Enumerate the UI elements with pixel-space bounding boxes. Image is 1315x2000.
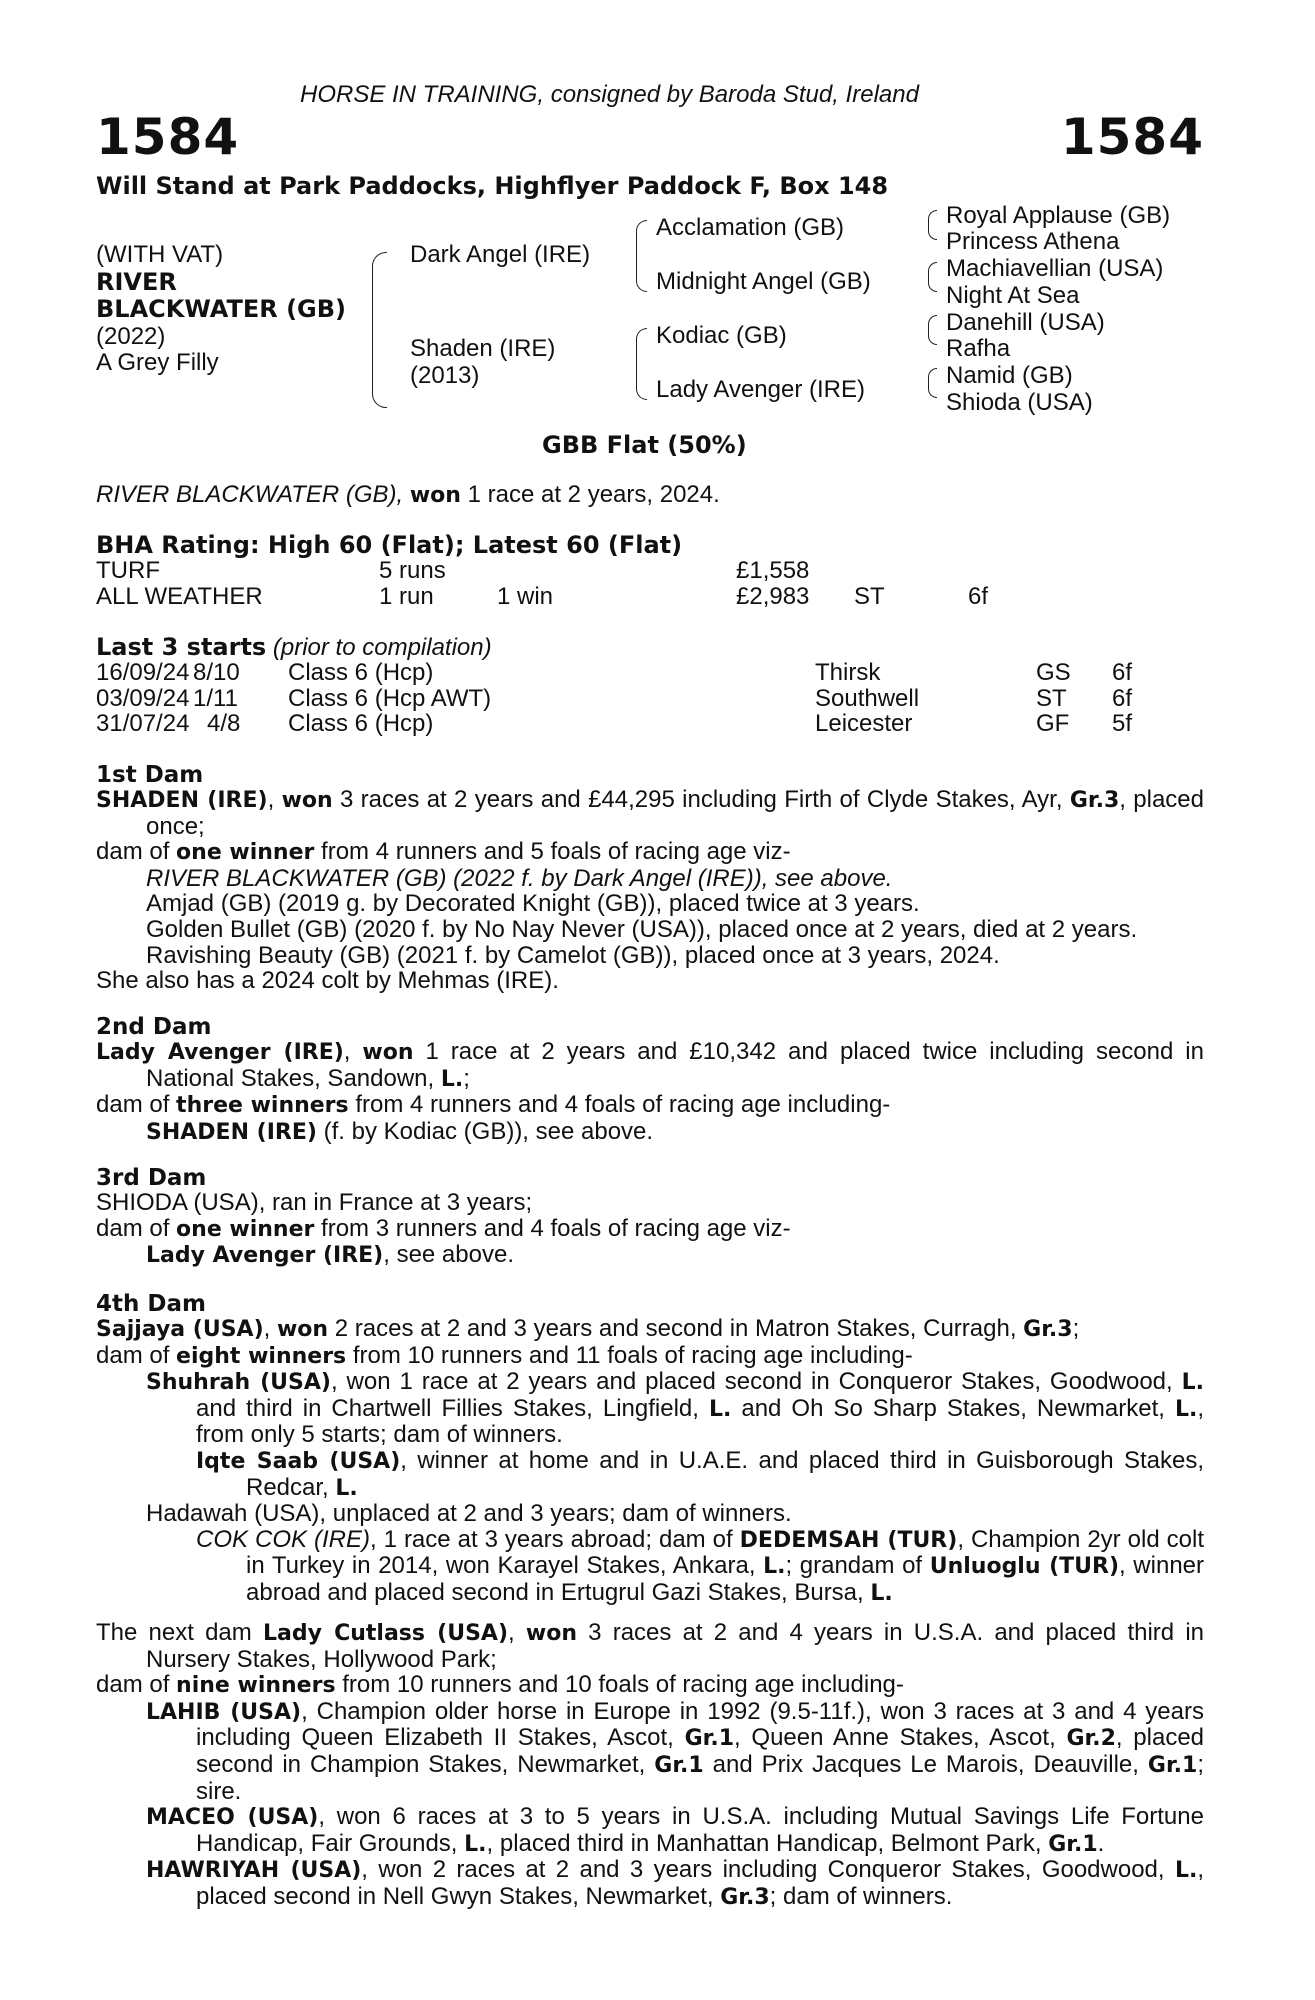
bha-wins: 1 win — [497, 583, 554, 610]
shuhrah-name: Shuhrah (USA) — [146, 1370, 331, 1396]
iqte-saab-listed: L. — [335, 1475, 358, 1501]
pedigree-dam-year: (2013) — [410, 362, 480, 389]
dam1-damof: dam of — [96, 838, 170, 866]
dam1-name: SHADEN (IRE) — [96, 788, 268, 813]
start-distance: 6f — [1112, 685, 1133, 712]
dam4-text3: from 10 runners and 11 foals of racing age including- — [352, 1341, 913, 1369]
dam2-damof: dam of — [96, 1091, 170, 1119]
dam2-progeny-name: SHADEN (IRE) — [146, 1119, 317, 1145]
dam1-won: won — [281, 788, 333, 813]
hawriyah-listed: L. — [1174, 1858, 1198, 1884]
pedigree-sire: Dark Angel (IRE) — [410, 241, 591, 268]
start-date: 31/07/24 — [96, 710, 190, 737]
shuhrah-text-a: , won 1 race at 2 years and placed second in Conqueror Stakes, Goodwood, — [330, 1368, 1173, 1396]
start-going: GF — [1036, 710, 1070, 737]
dam2-won: won — [362, 1040, 414, 1065]
pedigree-g1: Royal Applause (GB) — [946, 202, 1171, 229]
start-position: 4/8 — [207, 710, 241, 737]
pedigree-bracket-g3 — [928, 315, 937, 345]
pedigree-g7: Namid (GB) — [946, 362, 1073, 389]
dam4-section: Sajjaya (USA), won 2 races at 2 and 3 years and second in Matron Stakes, Curragh, Gr.3; dam of eight winners from 10 runners and 11 foals of racing age including- Shuhrah (USA), won 1 race at 2 years and placed second in Conqueror Stakes, Goodwood, L. and third in Chartwell Fillies Stakes, Lingfield, L. and Oh So Sharp Stakes, Newmarket, L., from only 5 starts; dam of winners. Iqte Saab (USA), winner at home and in U.A.E. and placed third in Guisborough Stakes, Redcar, L. Hadawah (USA), unplaced at 2 and 3 years; dam of winners. COK COK (IRE), 1 race at 3 years abroad; dam of DEDEMSAH (TUR), Champion 2yr old colt in Turkey in 2014, won Karayel Stakes, Ankara, L.; grandam of Unluoglu (TUR), winner abroad and placed second in Ertugrul Gazi Stakes, Bursa, L. — [96, 1315, 1205, 1606]
consignment-line: HORSE IN TRAINING, consigned by Baroda Stud, Ireland — [300, 81, 919, 108]
last3-heading — [96, 634, 492, 661]
pedigree-dam: Shaden (IRE) — [410, 335, 556, 362]
dam3-text3: from 3 runners and 4 foals of racing age viz- — [321, 1214, 791, 1242]
maceo-listed: L. — [464, 1831, 487, 1857]
dam3-winners: one winner — [176, 1216, 315, 1242]
next-dam-name: Lady Cutlass (USA) — [262, 1621, 509, 1646]
dam1-title: 1st Dam — [96, 762, 204, 788]
dam2-listed: L. — [440, 1066, 464, 1092]
next-dam-won: won — [525, 1621, 577, 1646]
lahib-gr1-b: Gr.1 — [654, 1752, 704, 1778]
dam4-grade: Gr.3 — [1023, 1317, 1073, 1342]
dam1-progeny-1: RIVER BLACKWATER (GB) (2022 f. by Dark Angel (IRE)), see above. — [146, 864, 893, 892]
dam1-progeny-3: Golden Bullet (GB) (2020 f. by No Nay Never (USA)), placed once at 2 years, died at 2 years. — [146, 915, 1138, 943]
dam4-text1: 2 races at 2 and 3 years and second in Matron Stakes, Curragh, — [334, 1315, 1017, 1342]
start-class: Class 6 (Hcp AWT) — [288, 685, 492, 712]
lahib-text-e: ; sire. — [196, 1750, 1205, 1805]
bha-dist: 6f — [968, 583, 989, 610]
start-date: 16/09/24 — [96, 659, 190, 686]
lahib-text-d: and Prix Jacques Le Marois, Deauville, — [712, 1750, 1139, 1778]
pedigree-dam-dam: Lady Avenger (IRE) — [656, 376, 866, 403]
horse-name-line2: BLACKWATER (GB) — [96, 295, 347, 323]
pedigree-g5: Danehill (USA) — [946, 309, 1105, 336]
start-class: Class 6 (Hcp) — [288, 710, 434, 737]
bha-runs: 5 runs — [379, 557, 446, 584]
start-distance: 6f — [1112, 659, 1133, 686]
pedigree-sire-dam: Midnight Angel (GB) — [656, 268, 871, 295]
hawriyah-name: HAWRIYAH (USA) — [146, 1858, 362, 1884]
cok-cok-text-c: ; grandam of — [785, 1552, 923, 1580]
start-position: 1/11 — [193, 685, 238, 712]
dam2-text3: from 4 runners and 4 foals of racing age including- — [355, 1091, 891, 1119]
start-going: ST — [1036, 685, 1067, 712]
next-dam-section: The next dam Lady Cutlass (USA), won 3 races at 2 and 4 years in U.S.A. and placed third in Nursery Stakes, Hollywood Park; dam of nine winners from 10 runners and 10 foals of racing age including- LAHIB (USA), Champion older horse in Europe in 1992 (9.5-11f.), won 3 races at 3 and 4 years including Queen Elizabeth II Stakes, Ascot, Gr.1, Queen Anne Stakes, Ascot, Gr.2, placed second in Champion Stakes, Newmarket, Gr.1 and Prix Jacques Le Marois, Deauville, Gr.1; sire. MACEO (USA), won 6 races at 3 to 5 years in U.S.A. including Mutual Savings Life Fortune Handicap, Fair Grounds, L., placed third in Manhattan Handicap, Belmont Park, Gr.1. HAWRIYAH (USA), won 2 races at 2 and 3 years including Conqueror Stakes, Goodwood, L., placed second in Nell Gwyn Stakes, Newmarket, Gr.3; dam of winners. — [96, 1619, 1205, 1910]
pedigree-bracket-g4 — [928, 368, 937, 398]
summary-horse-name: RIVER BLACKWATER (GB), — [96, 481, 404, 508]
pedigree-g4: Night At Sea — [946, 282, 1080, 309]
dam1-text1: 3 races at 2 years and £44,295 including Firth of Clyde Stakes, Ayr, — [340, 786, 1063, 813]
dam4-title: 4th Dam — [96, 1291, 206, 1317]
pedigree-bracket-g1 — [928, 210, 937, 240]
pedigree-g2: Princess Athena — [946, 228, 1120, 255]
maceo-gr1: Gr.1 — [1048, 1831, 1098, 1857]
bha-prize: £2,983 — [736, 583, 810, 610]
pedigree-g3: Machiavellian (USA) — [946, 255, 1164, 282]
bha-runs: 1 run — [379, 583, 434, 610]
dam3-damof: dam of — [96, 1214, 170, 1242]
horse-year: (2022) — [96, 323, 166, 350]
lot-number-right: 1584 — [1060, 108, 1204, 166]
cok-cok-listed-2: L. — [870, 1580, 893, 1606]
shuhrah-listed-3: L. — [1174, 1396, 1198, 1422]
dam1-winners: one winner — [176, 840, 315, 866]
dam1-progeny-2: Amjad (GB) (2019 g. by Decorated Knight (GB)), placed twice at 3 years. — [146, 890, 920, 918]
lahib-gr2: Gr.2 — [1066, 1726, 1116, 1752]
hadawah-line: Hadawah (USA), unplaced at 2 and 3 years; dam of winners. — [146, 1500, 792, 1528]
shuhrah-text-c: and Oh So Sharp Stakes, Newmarket, — [741, 1394, 1165, 1422]
start-position: 8/10 — [193, 659, 240, 686]
pedigree-sire-sire: Acclamation (GB) — [656, 214, 845, 241]
start-class: Class 6 (Hcp) — [288, 659, 434, 686]
bha-going: ST — [854, 583, 885, 610]
shuhrah-listed-2: L. — [708, 1396, 732, 1422]
dam1-section: SHADEN (IRE), won 3 races at 2 years and £44,295 including Firth of Clyde Stakes, Ayr, Gr.3, placed once; dam of one winner from 4 runners and 5 foals of racing age viz- RIVER BLACKWATER (GB) (2022 f. by Dark Angel (IRE)), see above. Amjad (GB) (2019 g. by Decorated Knight (GB)), placed twice at 3 years. Golden Bullet (GB) (2020 f. by No Nay Never (USA)), placed once at 2 years, died at 2 years. Ravishing Beauty (GB) (2021 f. by Camelot (GB)), placed once at 3 years, 2024. She also has a 2024 colt by Mehmas (IRE). — [96, 786, 1204, 995]
gbb-flat-badge: GBB Flat (50%) — [542, 431, 747, 459]
last3-title: Last 3 starts — [96, 633, 267, 661]
unluoglu-name: Unluoglu (TUR) — [929, 1554, 1120, 1580]
dam2-winners: three winners — [176, 1093, 349, 1119]
start-course: Leicester — [815, 710, 913, 737]
dam4-name: Sajjaya (USA) — [96, 1317, 264, 1342]
dam1-text3: from 4 runners and 5 foals of racing age viz- — [321, 838, 791, 866]
start-course: Southwell — [815, 685, 920, 712]
next-dam-text3: from 10 runners and 10 foals of racing age including- — [342, 1671, 904, 1699]
iqte-saab-text: , winner at home and in U.A.E. and placed third in Guisborough Stakes, Redcar, — [246, 1446, 1204, 1501]
pedigree-dam-sire: Kodiac (GB) — [656, 322, 787, 349]
cok-cok-listed-1: L. — [763, 1554, 786, 1580]
last3-note: (prior to compilation) — [272, 634, 492, 661]
summary-won: won — [409, 483, 461, 508]
dam4-damof: dam of — [96, 1341, 170, 1369]
next-dam-winners: nine winners — [176, 1673, 336, 1699]
hawriyah-text-c: ; dam of winners. — [769, 1882, 953, 1910]
start-going: GS — [1036, 659, 1071, 686]
pedigree-g6: Rafha — [946, 335, 1011, 362]
pedigree-bracket-main — [372, 252, 387, 408]
start-date: 03/09/24 — [96, 685, 190, 712]
race-summary — [96, 482, 720, 509]
start-distance: 5f — [1112, 710, 1133, 737]
maceo-name: MACEO (USA) — [146, 1805, 319, 1831]
shuhrah-text-d: , from only 5 starts; dam of winners. — [196, 1394, 1204, 1449]
lahib-text-c: , placed second in Champion Stakes, Newmarket, — [196, 1724, 1205, 1778]
vat-note: (WITH VAT) — [96, 241, 224, 268]
dam3-progeny-rest: , see above. — [383, 1241, 514, 1269]
cok-cok-name: COK COK (IRE) — [196, 1525, 370, 1553]
summary-rest: 1 race at 2 years, 2024. — [467, 481, 720, 508]
maceo-text-b: , placed third in Manhattan Handicap, Belmont Park, — [486, 1829, 1042, 1857]
stand-location: Will Stand at Park Paddocks, Highflyer Paddock F, Box 148 — [96, 172, 889, 200]
lahib-gr1-a: Gr.1 — [684, 1726, 735, 1752]
pedigree-g8: Shioda (USA) — [946, 389, 1093, 416]
horse-name-line1: RIVER — [96, 268, 177, 296]
dam3-title: 3rd Dam — [96, 1165, 207, 1191]
dam4-winners: eight winners — [176, 1343, 347, 1369]
start-course: Thirsk — [815, 659, 881, 686]
dam2-progeny-rest: (f. by Kodiac (GB)), see above. — [323, 1117, 654, 1145]
lot-number-left: 1584 — [96, 108, 240, 166]
cok-cok-text-a: , 1 race at 3 years abroad; dam of — [369, 1525, 733, 1553]
pedigree-bracket-g2 — [928, 262, 937, 292]
dam2-name: Lady Avenger (IRE) — [96, 1040, 344, 1065]
dam4-won: won — [276, 1317, 329, 1342]
next-dam-text1: 3 races at 2 and 4 years in U.S.A. and placed third in Nursery Stakes, Hollywood Park; — [146, 1619, 1204, 1673]
dam2-title: 2nd Dam — [96, 1014, 212, 1040]
dam1-note: She also has a 2024 colt by Mehmas (IRE). — [96, 967, 559, 995]
cok-cok-text-d: , winner abroad and placed second in Ertugrul Gazi Stakes, Bursa, — [246, 1552, 1205, 1606]
lahib-text-a: , Champion older horse in Europe in 1992 (9.5-11f.), won 3 races at 3 and 4 years including Queen Elizabeth II Stakes, Ascot, — [196, 1697, 1204, 1752]
bha-surface: ALL WEATHER — [96, 583, 263, 610]
dam2-text1: 1 race at 2 years and £10,342 and placed twice including second in National Stakes, Sandown, — [146, 1038, 1204, 1092]
dam4-text2: ; — [1072, 1315, 1080, 1342]
hawriyah-gr3: Gr.3 — [720, 1884, 770, 1910]
catalogue-page — [96, 0, 1204, 2000]
pedigree-bracket-sire — [636, 220, 647, 292]
dam1-grade: Gr.3 — [1069, 788, 1120, 813]
maceo-text-a: , won 6 races at 3 to 5 years in U.S.A. including Mutual Savings Life Fortune Handicap, Fair Grounds, — [196, 1803, 1204, 1857]
lahib-text-b: , Queen Anne Stakes, Ascot, — [734, 1724, 1056, 1752]
hawriyah-text-a: , won 2 races at 2 and 3 years including Conqueror Stakes, Goodwood, — [361, 1856, 1165, 1884]
shuhrah-text-b: and third in Chartwell Fillies Stakes, Lingfield, — [196, 1394, 699, 1422]
dam3-progeny-name: Lady Avenger (IRE) — [146, 1243, 384, 1269]
bha-rating-title: BHA Rating: High 60 (Flat); Latest 60 (Flat) — [96, 531, 683, 559]
shuhrah-listed-1: L. — [1181, 1370, 1204, 1396]
dam1-progeny-4: Ravishing Beauty (GB) (2021 f. by Camelot (GB)), placed once at 3 years, 2024. — [146, 941, 1000, 969]
dam3-section — [96, 1190, 1204, 1269]
horse-description: A Grey Filly — [96, 349, 219, 376]
cok-cok-text-b: , Champion 2yr old colt in Turkey in 2014, won Karayel Stakes, Ankara, — [246, 1525, 1205, 1580]
dam2-section: Lady Avenger (IRE), won 1 race at 2 years and £10,342 and placed twice including second in National Stakes, Sandown, L.; dam of three winners from 4 runners and 4 foals of racing age including- SHADEN (IRE) (f. by Kodiac (GB)), see above. — [96, 1038, 1204, 1145]
dedemsah-name: DEDEMSAH (TUR) — [739, 1527, 958, 1553]
dam2-text2: ; — [463, 1064, 470, 1092]
bha-surface: TURF — [96, 557, 160, 584]
next-dam-damof: dam of — [96, 1671, 170, 1699]
next-dam-lead: The next dam — [96, 1619, 252, 1646]
lahib-name: LAHIB (USA) — [146, 1699, 302, 1725]
dam3-text1: SHIODA (USA), ran in France at 3 years; — [96, 1189, 533, 1216]
iqte-saab-name: Iqte Saab (USA) — [196, 1448, 401, 1474]
lahib-gr1-c: Gr.1 — [1147, 1752, 1198, 1778]
hawriyah-text-b: , placed second in Nell Gwyn Stakes, Newmarket, — [196, 1856, 1204, 1910]
pedigree-bracket-dam — [636, 328, 647, 400]
dam1-text2: , placed once; — [146, 786, 1204, 840]
bha-prize: £1,558 — [736, 557, 810, 584]
